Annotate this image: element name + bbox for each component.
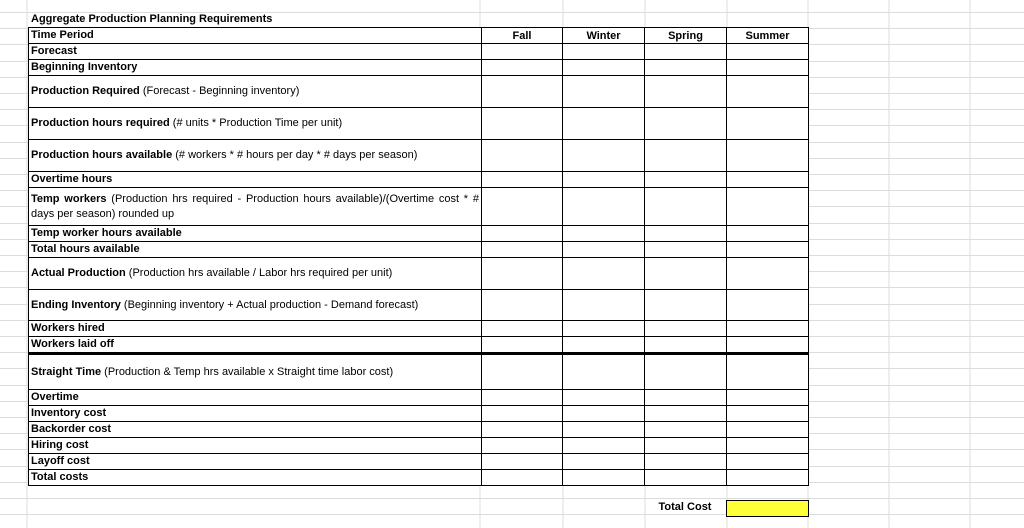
table-row [29,354,809,390]
value-cell-summer[interactable] [727,290,809,321]
value-cell-summer[interactable] [727,44,809,60]
row-description: (# workers * # hours per day * # days per season) [172,149,418,161]
time-period-header[interactable]: Time Period [29,28,482,44]
value-cell-spring[interactable] [645,242,727,258]
row-description: (Production hrs required - Production hours available)/(Overtime cost * # days per season) rounded up [31,192,479,220]
row-label-cell[interactable] [29,406,482,422]
row-label-cell[interactable] [29,470,482,486]
total-cost-label: Total Cost [658,501,712,513]
table-row [29,470,809,486]
header-row [29,28,809,44]
row-label: Workers hired [31,322,105,334]
table-row [29,438,809,454]
row-description: (Forecast - Beginning inventory) [139,85,300,97]
row-description: (Production hrs available / Labor hrs required per unit) [125,267,393,279]
row-label: Hiring cost [31,439,89,451]
table-row [29,108,809,140]
table-row [29,188,809,226]
row-label: Temp worker hours available [31,227,182,239]
row-label-cell[interactable] [29,258,482,290]
row-label: Overtime [31,391,79,403]
sheet-title: Aggregate Production Planning Requirements [31,13,273,25]
value-cell-spring[interactable] [645,188,727,226]
table-row [29,406,809,422]
value-cell-summer[interactable] [727,354,809,390]
row-label: Layoff cost [31,455,90,467]
spring-header[interactable]: Spring [645,28,727,44]
value-cell-spring[interactable] [645,406,727,422]
value-cell-winter[interactable] [563,172,645,188]
value-cell-spring[interactable] [645,108,727,140]
value-cell-winter[interactable] [563,188,645,226]
value-cell-winter[interactable] [563,390,645,406]
value-cell-fall[interactable] [482,470,563,486]
value-cell-summer[interactable] [727,108,809,140]
value-cell-winter[interactable] [563,321,645,337]
row-label: Workers laid off [31,338,114,350]
value-cell-spring[interactable] [645,354,727,390]
row-label-cell[interactable] [29,390,482,406]
total-cost-cell[interactable] [726,500,809,517]
value-cell-summer[interactable] [727,60,809,76]
row-label: Temp workers [31,192,107,205]
row-label: Forecast [31,45,77,57]
row-label-cell[interactable] [29,172,482,188]
value-cell-winter[interactable] [563,242,645,258]
value-cell-fall[interactable] [482,321,563,337]
row-label-cell[interactable] [29,422,482,438]
value-cell-winter[interactable] [563,258,645,290]
row-label-cell[interactable] [29,44,482,60]
value-cell-spring[interactable] [645,390,727,406]
total-cost-row [563,500,807,516]
value-cell-fall[interactable] [482,438,563,454]
value-cell-summer[interactable] [727,226,809,242]
value-cell-summer[interactable] [727,422,809,438]
value-cell-summer[interactable] [727,140,809,172]
value-cell-summer[interactable] [727,470,809,486]
value-cell-fall[interactable] [482,406,563,422]
value-cell-winter[interactable] [563,470,645,486]
row-label: Straight Time [31,365,102,378]
row-label: Inventory cost [31,407,107,419]
row-label: Beginning Inventory [31,61,138,73]
value-cell-spring[interactable] [645,226,727,242]
value-cell-winter[interactable] [563,422,645,438]
row-label-cell[interactable] [29,290,482,321]
value-cell-spring[interactable] [645,60,727,76]
row-description: (Production & Temp hrs available x Straight time labor cost) [101,365,394,378]
value-cell-spring[interactable] [645,470,727,486]
row-label-cell[interactable] [29,242,482,258]
value-cell-winter[interactable] [563,438,645,454]
table-row [29,321,809,337]
value-cell-spring[interactable] [645,321,727,337]
value-cell-fall[interactable] [482,242,563,258]
value-cell-spring[interactable] [645,290,727,321]
summer-header[interactable]: Summer [727,28,809,44]
fall-header[interactable]: Fall [482,28,563,44]
row-label-cell[interactable] [29,226,482,242]
value-cell-spring[interactable] [645,44,727,60]
row-label-cell[interactable] [29,454,482,470]
value-cell-spring[interactable] [645,422,727,438]
value-cell-winter[interactable] [563,406,645,422]
table-row [29,140,809,172]
row-label: Total costs [31,471,89,483]
value-cell-winter[interactable] [563,76,645,108]
value-cell-fall[interactable] [482,354,563,390]
row-label: Overtime hours [31,173,113,185]
value-cell-summer[interactable] [727,321,809,337]
value-cell-summer[interactable] [727,242,809,258]
value-cell-summer[interactable] [727,188,809,226]
planning-table [28,27,809,486]
row-description: (# units * Production Time per unit) [169,117,343,129]
value-cell-fall[interactable] [482,258,563,290]
value-cell-winter[interactable] [563,290,645,321]
row-label-cell[interactable] [29,354,482,390]
table-row [29,454,809,470]
table-row [29,258,809,290]
row-label-cell[interactable] [29,337,482,354]
row-label-cell[interactable] [29,140,482,172]
winter-header[interactable]: Winter [563,28,645,44]
value-cell-fall[interactable] [482,337,563,354]
value-cell-fall[interactable] [482,76,563,108]
value-cell-winter[interactable] [563,60,645,76]
value-cell-fall[interactable] [482,454,563,470]
value-cell-spring[interactable] [645,140,727,172]
value-cell-fall[interactable] [482,172,563,188]
value-cell-summer[interactable] [727,172,809,188]
value-cell-fall[interactable] [482,390,563,406]
row-label: Production Required [31,85,140,97]
row-label: Total hours available [31,243,140,255]
value-cell-summer[interactable] [727,438,809,454]
row-label: Ending Inventory [31,298,121,311]
value-cell-fall[interactable] [482,188,563,226]
table-row [29,76,809,108]
value-cell-spring[interactable] [645,438,727,454]
table-row [29,422,809,438]
value-cell-spring[interactable] [645,172,727,188]
value-cell-fall[interactable] [482,422,563,438]
value-cell-winter[interactable] [563,108,645,140]
row-label-cell[interactable] [29,321,482,337]
value-cell-winter[interactable] [563,337,645,354]
value-cell-summer[interactable] [727,390,809,406]
table-row [29,337,809,354]
value-cell-summer[interactable] [727,258,809,290]
table-row [29,172,809,188]
table-row [29,44,809,60]
value-cell-summer[interactable] [727,406,809,422]
value-cell-fall[interactable] [482,226,563,242]
value-cell-fall[interactable] [482,108,563,140]
value-cell-spring[interactable] [645,76,727,108]
row-label-cell[interactable] [29,108,482,140]
table-row [29,390,809,406]
table-row [29,242,809,258]
row-label: Production hours available [31,149,173,161]
row-label: Backorder cost [31,423,112,435]
value-cell-winter[interactable] [563,226,645,242]
value-cell-fall[interactable] [482,44,563,60]
value-cell-spring[interactable] [645,337,727,354]
value-cell-winter[interactable] [563,354,645,390]
value-cell-fall[interactable] [482,60,563,76]
value-cell-winter[interactable] [563,454,645,470]
value-cell-summer[interactable] [727,454,809,470]
row-label-cell[interactable] [29,438,482,454]
value-cell-winter[interactable] [563,140,645,172]
value-cell-summer[interactable] [727,337,809,354]
table-row [29,290,809,321]
row-label-cell[interactable] [29,76,482,108]
row-label-cell[interactable] [29,60,482,76]
row-label-cell[interactable] [29,188,482,226]
value-cell-fall[interactable] [482,290,563,321]
value-cell-fall[interactable] [482,140,563,172]
row-label: Actual Production [31,267,126,279]
table-row [29,226,809,242]
row-label: Production hours required [31,117,170,129]
row-description: (Beginning inventory + Actual production - Demand forecast) [120,298,419,311]
value-cell-summer[interactable] [727,76,809,108]
value-cell-winter[interactable] [563,44,645,60]
table-row [29,60,809,76]
value-cell-spring[interactable] [645,258,727,290]
value-cell-spring[interactable] [645,454,727,470]
